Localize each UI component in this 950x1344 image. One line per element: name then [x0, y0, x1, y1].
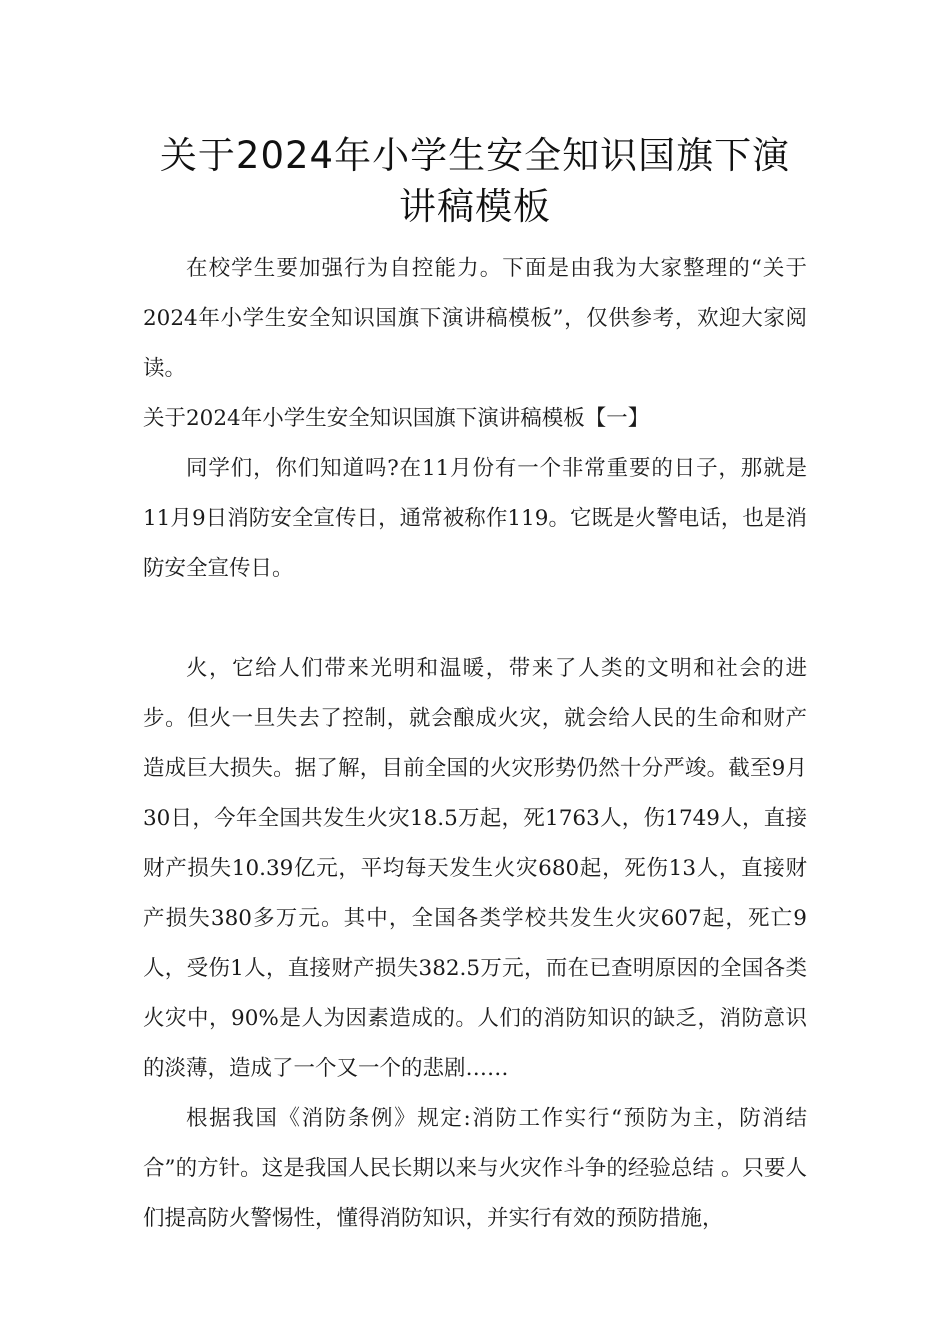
paragraph-gap	[143, 594, 807, 644]
paragraph-fire-regulations: 根据我国《消防条例》规定:消防工作实行“预防为主，防消结合”的方针。这是我国人民长期以来与火灾作斗争的经验总结 。只要人们提高防火警惕性，懂得消防知识，并实行有效的预防措施，	[143, 1106, 807, 1231]
paragraph-fire-day: 同学们，你们知道吗?在11月份有一个非常重要的日子，那就是11月9日消防安全宣传日，通常被称作119。它既是火警电话，也是消防安全宣传日。	[143, 456, 807, 581]
intro-paragraph: 在校学生要加强行为自控能力。下面是由我为大家整理的“关于2024年小学生安全知识国旗下演讲稿模板”，仅供参考，欢迎大家阅读。	[143, 256, 807, 381]
section-heading: 关于2024年小学生安全知识国旗下演讲稿模板【一】	[143, 406, 650, 431]
paragraph-fire-statistics: 火，它给人们带来光明和温暖，带来了人类的文明和社会的进步。但火一旦失去了控制，就会酿成火灾，就会给人民的生命和财产造成巨大损失。据了解，目前全国的火灾形势仍然十分严竣。截至9月30日，今年全国共发生火灾18.5万起，死1763人，伤1749人，直接财产损失10.39亿元，平均每天发生火灾680起，死伤13人，直接财产损失380多万元。其中，全国各类学校共发生火灾607起，死亡9人，受伤1人，直接财产损失382.5万元，而在已查明原因的全国各类火灾中，90%是人为因素造成的。人们的消防知识的缺乏，消防意识的淡薄，造成了一个又一个的悲剧……	[143, 656, 807, 1081]
document-title: 关于2024年小学生安全知识国旗下演讲稿模板	[159, 134, 791, 228]
document-body	[143, 244, 807, 1244]
